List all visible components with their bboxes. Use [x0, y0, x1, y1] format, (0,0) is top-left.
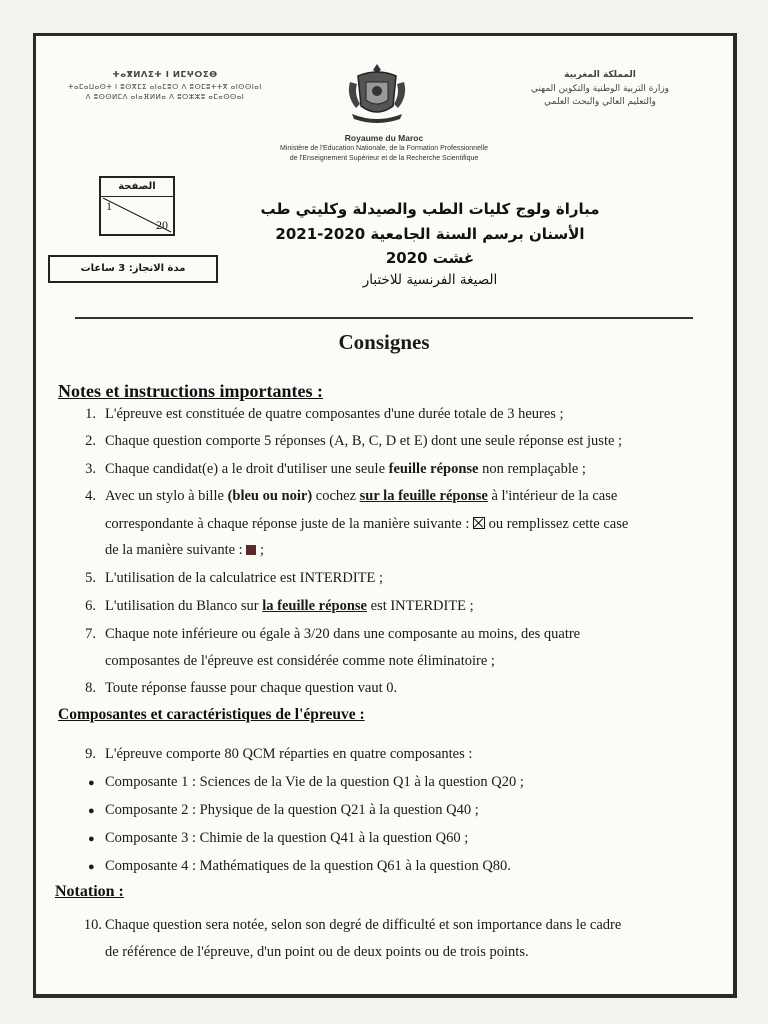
instruction-item-2: Chaque question comporte 5 réponses (A, B, C, D et E) dont une seule réponse est juste ;	[105, 433, 623, 449]
item-number: 7.	[85, 626, 96, 642]
bullet-icon: ●	[88, 833, 95, 845]
title-ar-line-4: الصيغة الفرنسية للاختبار	[362, 272, 498, 288]
item-number: 1.	[85, 406, 96, 422]
tifinagh-line-2: ⵜⴰⵎⴰⵡⴰⵙⵜ ⵏ ⵓⵙⴳⵎⵉ ⴰⵏⴰⵎⵓⵔ ⴷ ⵓⵙⵎⵓⵜⵜⴳ ⴰⵏⵙⵙⵏⴰⵏ	[68, 83, 262, 91]
item-number: 9.	[85, 746, 96, 762]
instruction-item-4-line-2	[105, 516, 628, 533]
composante-4: Composante 4 : Mathématiques de la question Q61 à la question Q80.	[105, 858, 511, 874]
checked-box-icon	[473, 517, 485, 529]
item-4-mid: cochez	[315, 488, 357, 504]
instruction-item-8: Toute réponse fausse pour chaque question vaut 0.	[105, 680, 398, 696]
page-current: 1	[106, 199, 112, 213]
consignes-title: Consignes	[338, 330, 430, 354]
page-number-box	[99, 176, 175, 236]
ministry-line-2: de l'Enseignement Supérieur et de la Recherche Scientifique	[289, 155, 479, 162]
instruction-item-1: L'épreuve est constituée de quatre composantes d'une durée totale de 3 heures ;	[105, 406, 564, 422]
composante-1: Composante 1 : Sciences de la Vie de la question Q1 à la question Q20 ;	[105, 774, 524, 790]
item-number: 3.	[85, 461, 96, 477]
item-4-line3a: de la manière suivante :	[105, 542, 243, 558]
page-label: الصفحة	[101, 178, 173, 197]
item-number: 2.	[85, 433, 96, 449]
tifinagh-header	[60, 70, 270, 101]
item-4-line2b: ou remplissez cette case	[488, 516, 629, 532]
tifinagh-line-3: ⴷ ⵓⵙⵙⵍⵎⴷ ⴰⵏⴰⴼⵍⵍⴰ ⴷ ⵓⵔⵣⵣⵓ ⴰⵎⴰⵙⵙⴰⵏ	[85, 93, 245, 101]
composante-2: Composante 2 : Physique de la question Q21 à la question Q40 ;	[105, 802, 479, 818]
item-6-underlined: la feuille réponse	[262, 598, 367, 614]
item-4-underlined: sur la feuille réponse	[359, 488, 488, 504]
instruction-item-7-line-1: Chaque note inférieure ou égale à 3/20 dans une composante au moins, des quatre	[105, 626, 581, 642]
duration-box: مدة الانجاز: 3 ساعات	[48, 255, 218, 283]
item-3-bold: feuille réponse	[388, 461, 479, 477]
notation-line-2: de référence de l'épreuve, d'un point ou de deux points ou de trois points.	[105, 944, 529, 960]
page-total: 20	[156, 218, 168, 232]
composante-3: Composante 3 : Chimie de la question Q41 à la question Q60 ;	[105, 830, 469, 846]
item-4-pre: Avec un stylo à bille	[105, 488, 224, 504]
item-6-pre: L'utilisation du Blanco sur	[105, 598, 259, 614]
item-4-bold: (bleu ou noir)	[227, 488, 313, 504]
title-ar-line-3: غشت 2020	[385, 249, 475, 267]
composantes-intro: L'épreuve comporte 80 QCM réparties en quatre composantes :	[105, 746, 473, 762]
instruction-item-4-line-3	[105, 542, 264, 559]
notation-line-1: Chaque question sera notée, selon son degré de difficulté et son importance dans le cadre	[105, 917, 622, 933]
ministry-line-1: Ministère de l'Education Nationale, de la Formation Professionnelle	[280, 145, 488, 152]
title-ar-line-2: الأسنان برسم السنة الجامعية 2020-2021	[275, 225, 585, 243]
arabic-line-3: والتعليم العالي والبحث العلمي	[544, 97, 656, 107]
instruction-item-5: L'utilisation de la calculatrice est INTERDITE ;	[105, 570, 384, 586]
instruction-item-6	[105, 598, 474, 615]
divider-line	[75, 317, 693, 319]
item-number: 4.	[85, 488, 96, 504]
item-number: 8.	[85, 680, 96, 696]
arabic-line-1: المملكة المغربية	[564, 70, 636, 80]
item-number: 6.	[85, 598, 96, 614]
item-number: 10.	[83, 917, 102, 933]
instruction-item-4-line-1	[105, 488, 617, 505]
arabic-line-2: وزارة التربية الوطنية والتكوين المهني	[530, 84, 670, 94]
item-6-post: est INTERDITE ;	[370, 598, 474, 614]
bullet-icon: ●	[88, 777, 95, 789]
section-composantes-title: Composantes et caractéristiques de l'épreuve :	[58, 706, 365, 723]
instruction-item-7-line-2: composantes de l'épreuve est considérée comme note éliminatoire ;	[105, 653, 495, 669]
item-3-post: non remplaçable ;	[482, 461, 586, 477]
tifinagh-line-1: ⵜⴰⴳⵍⴷⵉⵜ ⵏ ⵍⵎⵖⵔⵉⴱ	[112, 70, 218, 80]
section-notes-title: Notes et instructions importantes :	[58, 381, 323, 401]
coat-of-arms-emblem	[344, 62, 410, 124]
kingdom-name: Royaume du Maroc	[344, 133, 424, 143]
item-number: 5.	[85, 570, 96, 586]
item-4-line3b: ;	[259, 542, 264, 558]
item-4-line2a: correspondante à chaque réponse juste de la manière suivante :	[105, 516, 470, 532]
title-ar-line-1: مباراة ولوج كليات الطب والصيدلة وكليتي طب	[260, 200, 600, 218]
bullet-icon: ●	[88, 861, 95, 873]
item-3-pre: Chaque candidat(e) a le droit d'utiliser une seule	[105, 461, 386, 477]
arabic-header	[490, 70, 710, 107]
section-notation-title: Notation :	[55, 883, 124, 900]
instruction-item-3	[105, 461, 586, 478]
bullet-icon: ●	[88, 805, 95, 817]
filled-box-icon	[246, 545, 256, 555]
item-4-post: à l'intérieur de la case	[491, 488, 618, 504]
